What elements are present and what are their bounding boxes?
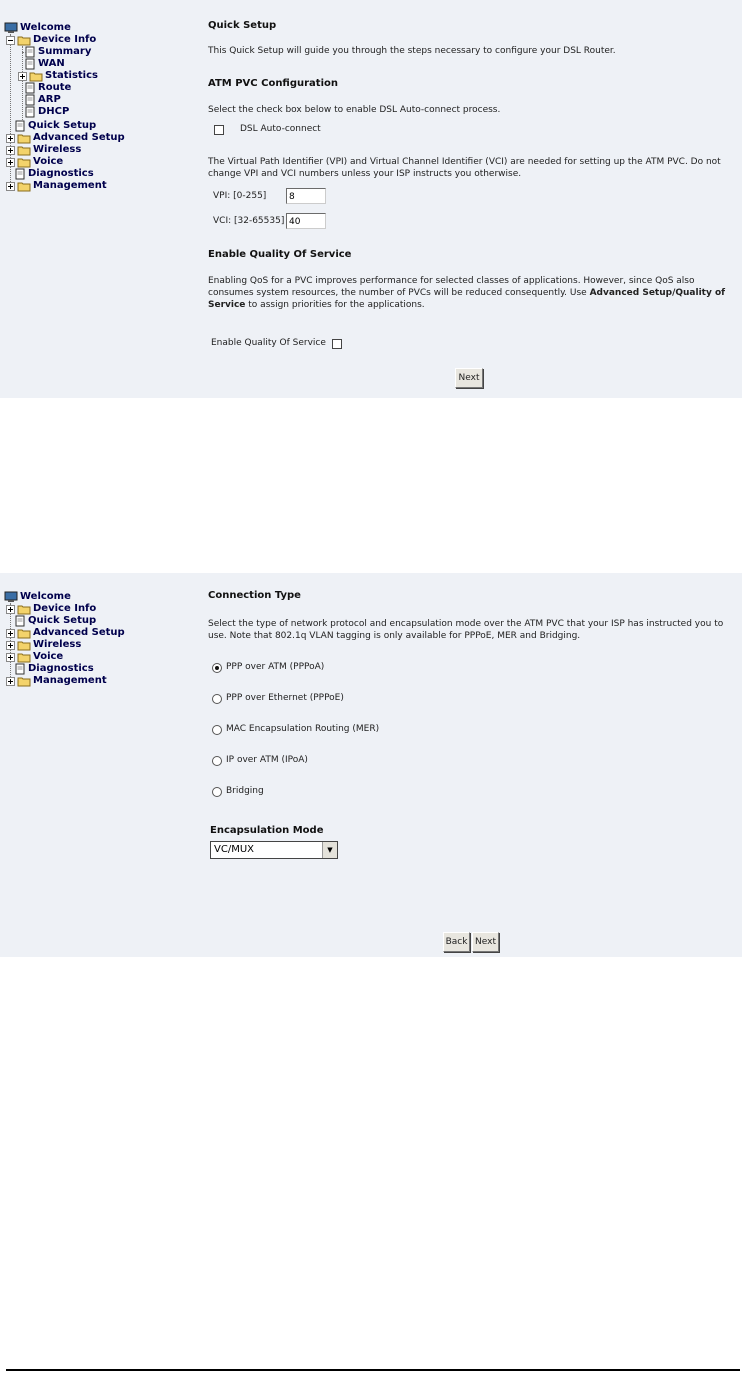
page-icon [14,168,26,180]
folder-icon [29,71,43,82]
radio-pppoe[interactable] [212,694,222,704]
folder-icon [17,640,31,651]
dsl-auto-connect-checkbox[interactable] [214,125,224,135]
tree-item-device-info[interactable]: Device Info [6,603,96,615]
tree-item-management[interactable]: Management [6,675,107,687]
page-icon [14,120,26,132]
tree-item-quick-setup[interactable]: Quick Setup [14,120,96,132]
page-icon [14,663,26,675]
intro-text: This Quick Setup will guide you through the steps necessary to configure your DSL Router. [208,46,616,56]
enable-qos-label: Enable Quality Of Service [211,338,326,348]
plus-box-icon[interactable] [6,641,15,650]
tree-item-welcome[interactable]: Welcome [4,591,71,603]
encapsulation-mode-select[interactable]: VC/MUX ▼ [210,841,338,859]
folder-icon [17,628,31,639]
radio-ipoa[interactable] [212,756,222,766]
page-icon [14,615,26,627]
plus-box-icon[interactable] [6,146,15,155]
plus-box-icon[interactable] [18,72,27,81]
minus-box-icon[interactable] [6,36,15,45]
folder-icon [17,145,31,156]
tree-item-advanced-setup[interactable]: Advanced Setup [6,627,125,639]
tree-item-device-info[interactable]: Device Info [6,34,96,46]
tree-item-arp[interactable]: ARP [24,94,61,106]
tree-item-wan[interactable]: WAN [24,58,65,70]
folder-icon [17,676,31,687]
qos-description: Enabling QoS for a PVC improves performance for selected classes of applications. However, since QoS also consumes system resources, the number of PVCs will be reduced consequently. Use Advanced Setup/Quality of Service to assign priorities for the applications. [208,276,726,310]
next-button[interactable]: Next [472,932,499,952]
plus-box-icon[interactable] [6,605,15,614]
vpi-label: VPI: [0-255] [213,191,267,201]
tree-item-diagnostics[interactable]: Diagnostics [14,168,94,180]
plus-box-icon[interactable] [6,629,15,638]
connection-type-description: Select the type of network protocol and encapsulation mode over the ATM PVC that your ISP has instructed you to use. Note that 802.1q VLAN tagging is only available for PPPoE, MER and Bridging. [208,619,724,641]
tree-item-wireless[interactable]: Wireless [6,144,81,156]
page-footer-rule [6,1369,740,1371]
vpi-input[interactable]: 8 [286,188,326,204]
page-icon [24,106,36,118]
computer-icon [4,22,18,34]
radio-bridging[interactable] [212,787,222,797]
enable-qos-checkbox[interactable] [332,339,342,349]
tree-item-voice[interactable]: Voice [6,156,63,168]
radio-label-pppoa: PPP over ATM (PPPoA) [226,662,325,672]
qos-heading: Enable Quality Of Service [208,249,352,260]
radio-pppoa[interactable] [212,663,222,673]
tree-item-summary[interactable]: Summary [24,46,91,58]
tree-item-management[interactable]: Management [6,180,107,192]
radio-mer[interactable] [212,725,222,735]
folder-icon [17,133,31,144]
radio-label-pppoe: PPP over Ethernet (PPPoE) [226,693,344,703]
dsl-auto-connect-label: DSL Auto-connect [240,124,321,134]
encapsulation-mode-heading: Encapsulation Mode [210,825,324,836]
tree-item-wireless[interactable]: Wireless [6,639,81,651]
page-icon [24,94,36,106]
tree-item-voice[interactable]: Voice [6,651,63,663]
vci-label: VCI: [32-65535] [213,216,285,226]
folder-icon [17,157,31,168]
atm-pvc-heading: ATM PVC Configuration [208,78,338,89]
plus-box-icon[interactable] [6,158,15,167]
plus-box-icon[interactable] [6,677,15,686]
folder-icon [17,181,31,192]
tree-item-quick-setup[interactable]: Quick Setup [14,615,96,627]
plus-box-icon[interactable] [6,653,15,662]
back-button[interactable]: Back [443,932,470,952]
vpi-vci-description: The Virtual Path Identifier (VPI) and Virtual Channel Identifier (VCI) are needed for setting up the ATM PVC. Do not change VPI and VCI numbers unless your ISP instructs you otherwise. [208,157,721,179]
page-title: Quick Setup [208,20,277,31]
tree-item-statistics[interactable]: Statistics [18,70,98,82]
auto-connect-instruction: Select the check box below to enable DSL Auto-connect process. [208,105,501,115]
connection-type-screen [0,573,742,957]
tree-item-welcome[interactable]: Welcome [4,22,71,34]
page-title: Connection Type [208,590,301,601]
vci-input[interactable]: 40 [286,213,326,229]
computer-icon [4,591,18,603]
radio-label-mer: MAC Encapsulation Routing (MER) [226,724,380,734]
tree-item-diagnostics[interactable]: Diagnostics [14,663,94,675]
folder-icon [17,652,31,663]
page-icon [24,58,36,70]
folder-icon [17,604,31,615]
plus-box-icon[interactable] [6,182,15,191]
radio-label-bridging: Bridging [226,786,264,796]
page-icon [24,82,36,94]
radio-label-ipoa: IP over ATM (IPoA) [226,755,308,765]
chevron-down-icon[interactable]: ▼ [322,842,337,858]
tree-item-dhcp[interactable]: DHCP [24,106,69,118]
folder-open-icon [17,35,31,46]
tree-item-route[interactable]: Route [24,82,71,94]
quick-setup-screen [0,0,742,398]
tree-item-advanced-setup[interactable]: Advanced Setup [6,132,125,144]
next-button[interactable]: Next [455,368,483,388]
plus-box-icon[interactable] [6,134,15,143]
